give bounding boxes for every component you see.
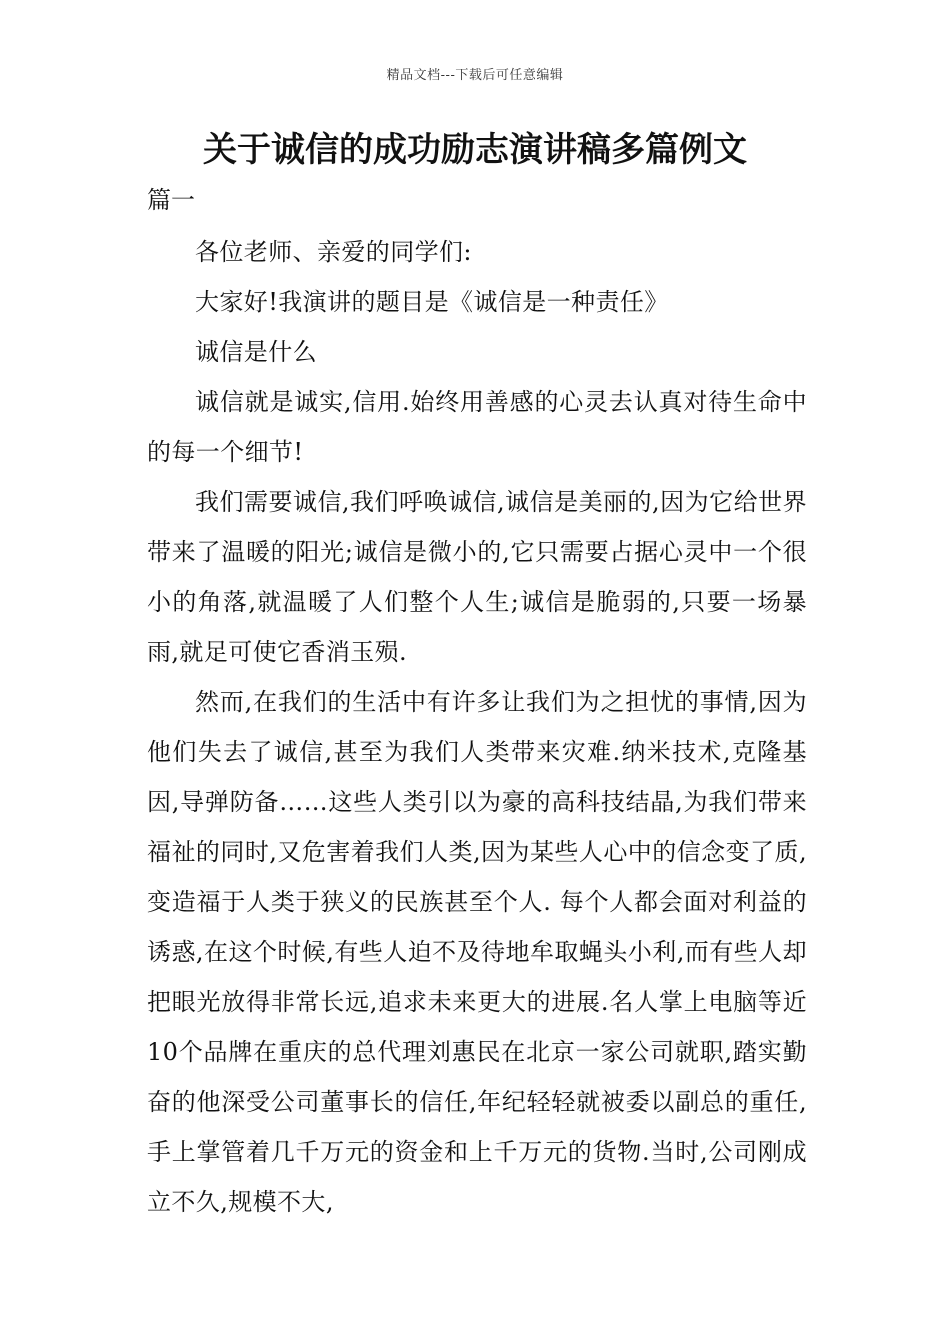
- document-title: 关于诚信的成功励志演讲稿多篇例文: [203, 130, 747, 170]
- document-body: [147, 227, 807, 1227]
- paragraph-question: 诚信是什么: [195, 338, 317, 366]
- paragraph-story: 然而,在我们的生活中有许多让我们为之担忧的事情,因为他们失去了诚信,甚至为我们人类带来灾难.纳米技术,克隆基因,导弹防备……这些人类引以为豪的高科技结晶,为我们带来福祉的同时,又危害着我们人类,因为某些人心中的信念变了质,变造福于人类于狭义的民族甚至个人. 每个人都会面对利益的诱惑,在这个时候,有些人迫不及待地牟取蝇头小利,而有些人却把眼光放得非常长远,追求未来更大的进展.名人掌上电脑等近10个品牌在重庆的总代理刘惠民在北京一家公司就职,踏实勤奋的他深受公司董事长的信任,年纪轻轻就被委以副总的重任,手上掌管着几千万元的资金和上千万元的货物.当时,公司刚成立不久,规模不大,: [147, 688, 807, 1216]
- section-label: 篇一: [147, 186, 195, 214]
- paragraph-definition: 诚信就是诚实,信用.始终用善感的心灵去认真对待生命中的每一个细节!: [147, 388, 807, 466]
- header-note: 精品文档---下载后可任意编辑: [386, 68, 564, 83]
- paragraph-greeting: 各位老师、亲爱的同学们:: [195, 238, 472, 266]
- paragraph-topic: 大家好!我演讲的题目是《诚信是一种责任》: [195, 288, 669, 316]
- paragraph-need: 我们需要诚信,我们呼唤诚信,诚信是美丽的,因为它给世界带来了温暖的阳光;诚信是微小的,它只需要占据心灵中一个很小的角落,就温暖了人们整个人生;诚信是脆弱的,只要一场暴雨,就足可使它香消玉殒.: [147, 488, 807, 666]
